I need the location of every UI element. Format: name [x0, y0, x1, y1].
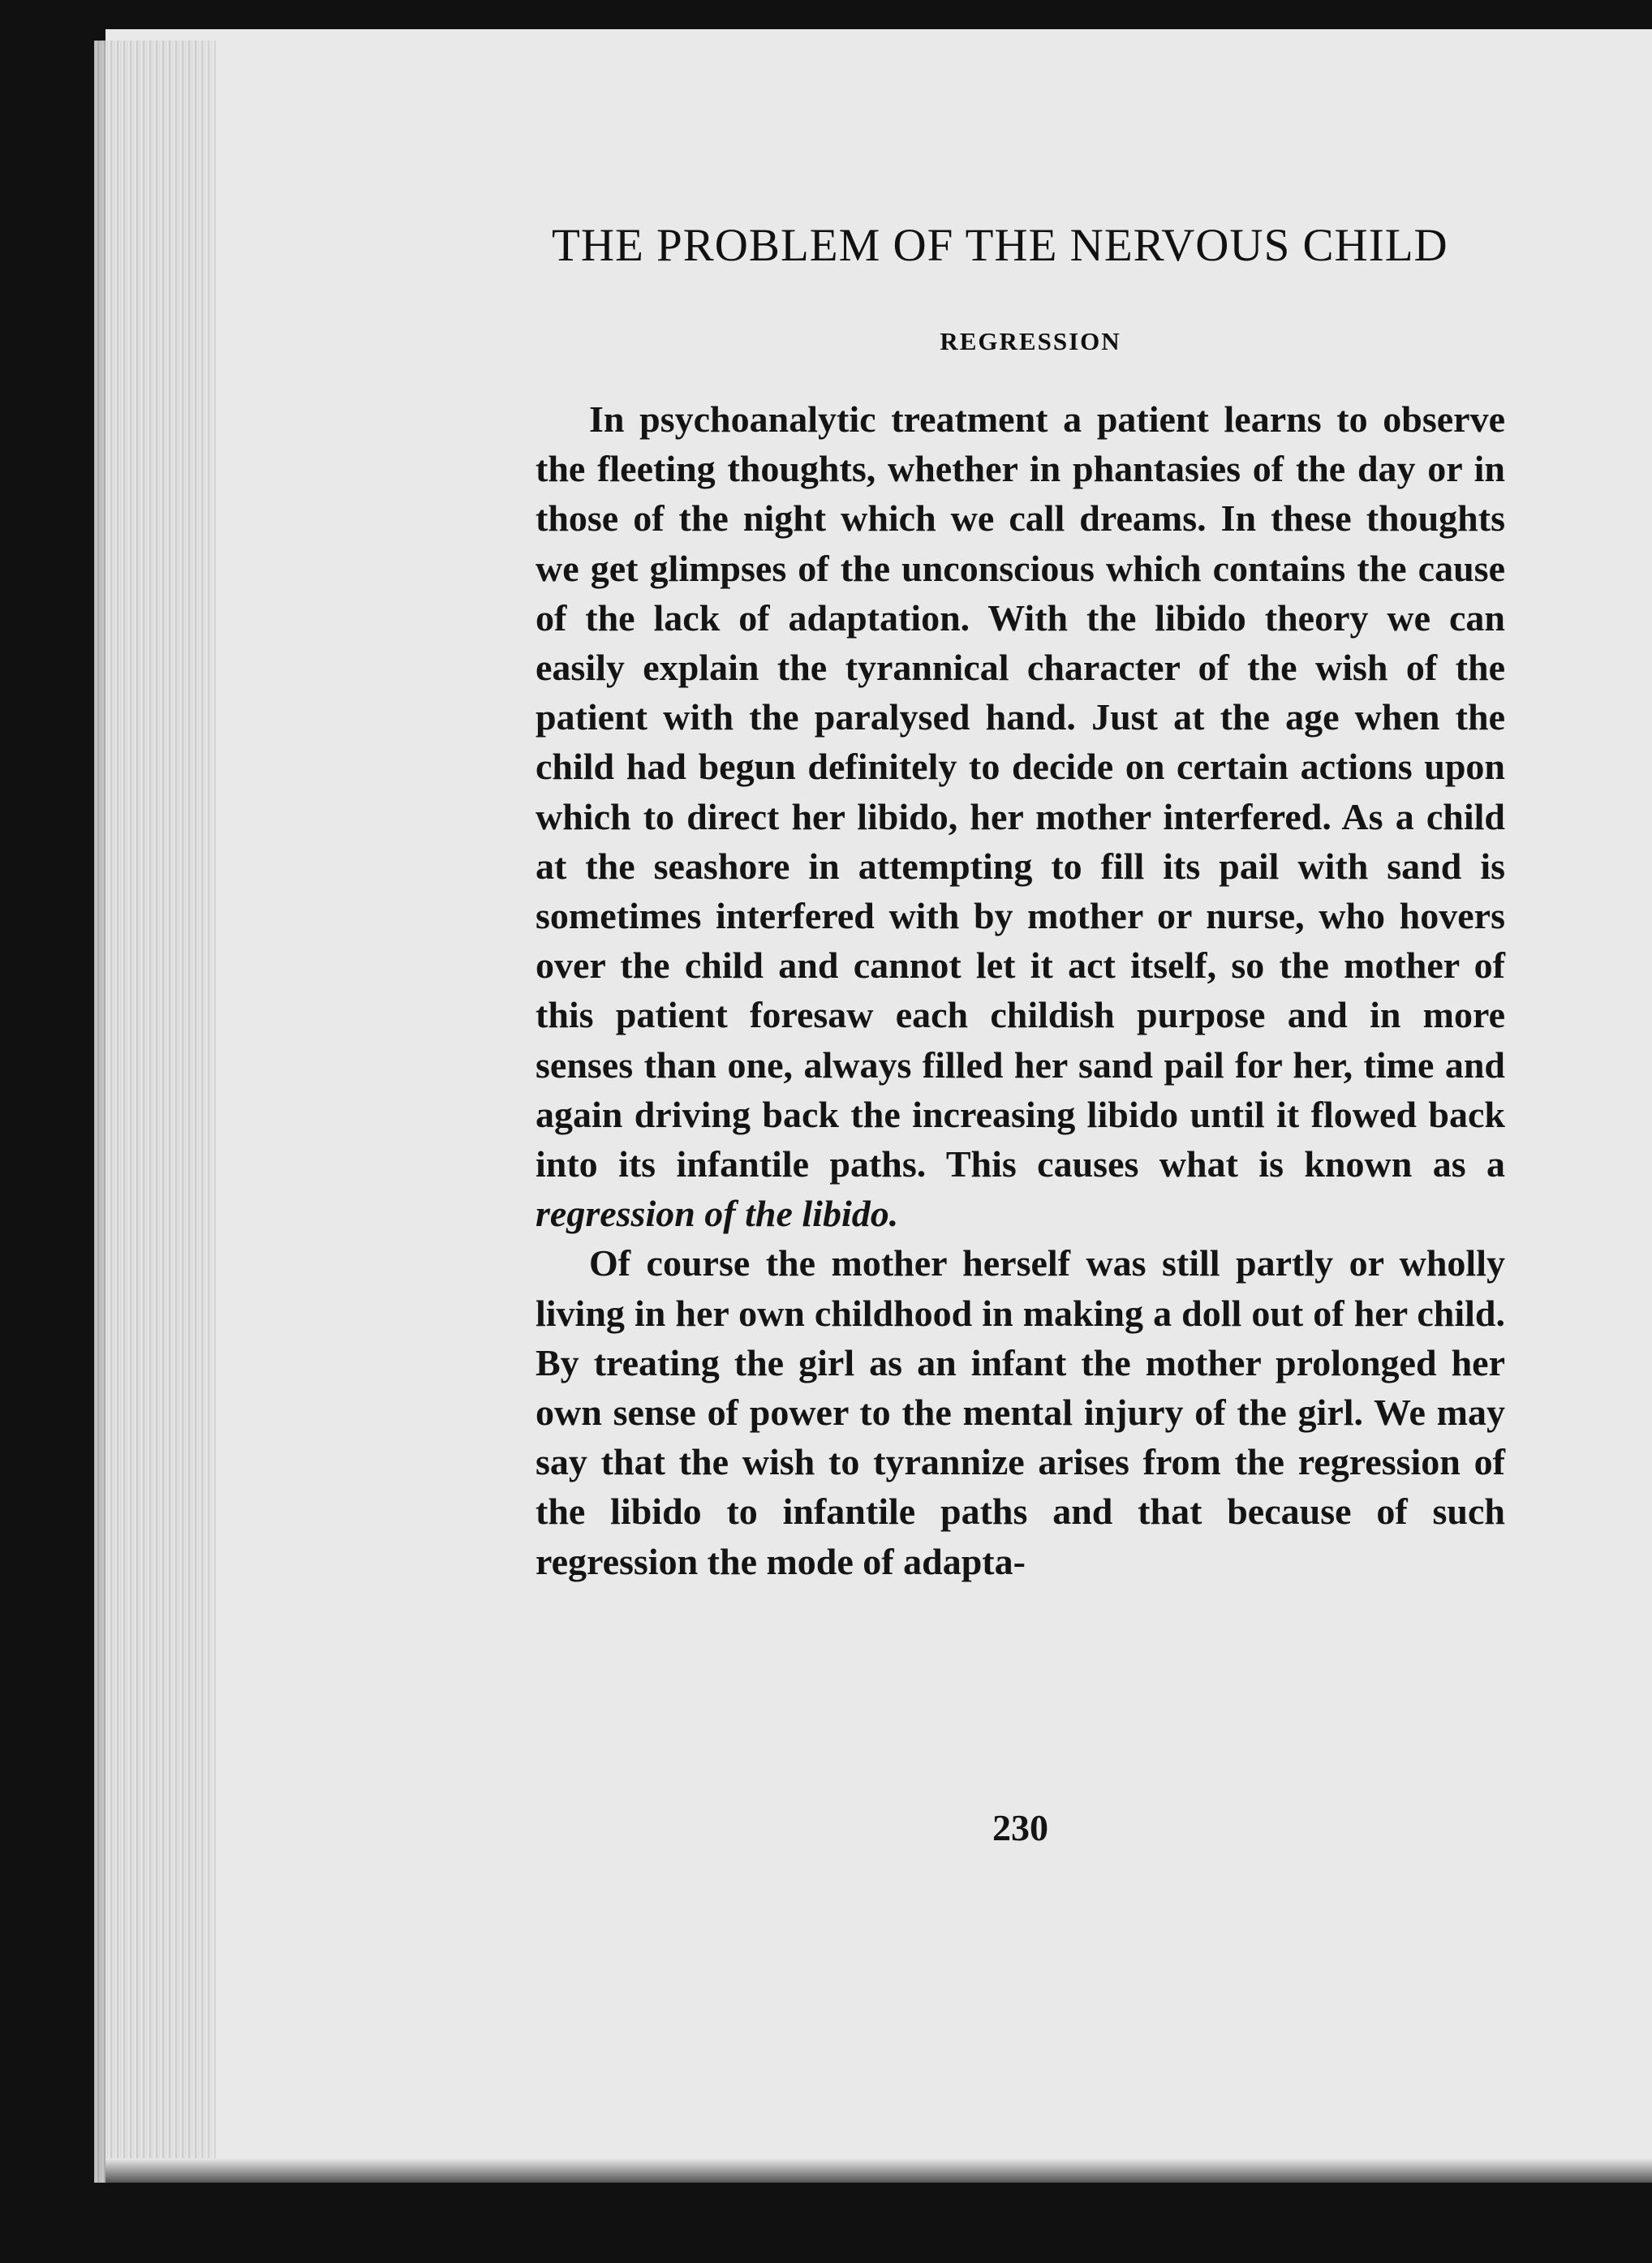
body-text [536, 394, 1505, 1586]
paragraph-2: Of course the mother herself was still partly or wholly living in her own childhood in making a doll out of her child. By treating the girl as an infant the mother prolonged her own sense of power to the mental injury of the girl. We may say that the wish to tyrannize arises from the regression of the libido to infantile paths and that because of such regression the mode of adapta- [536, 1242, 1505, 1582]
page-number: 230 [992, 1807, 1048, 1848]
paragraph-1-text: In psychoanalytic treatment a patient learns to observe the fleeting thoughts, whether in phantasies of the day or in those of the night which we call dreams. In these thoughts we get glimpses of the unconscious which contains the cause of the lack of adaptation. With the libido theory we can easily explain the tyrannical character of the wish of the patient with the paralysed hand. Just at the age when the child had begun definitely to decide on certain actions upon which to direct her libido, her mother interfered. As a child at the seashore in attempting to fill its pail with sand is sometimes interfered with by mother or nurse, who hovers over the child and cannot let it act itself, so the mother of this patient foresaw each childish purpose and in more senses than one, always filled her sand pail for her, time and again driving back the increasing libido until it flowed back into its infantile paths. This causes what is known as a [536, 398, 1505, 1185]
page-edge-fade [195, 29, 260, 2179]
page-bottom-shadow [105, 2158, 1652, 2183]
paragraph-1-italic: regression of the libido. [536, 1193, 899, 1235]
paragraph-1 [536, 394, 1505, 1238]
section-title: REGRESSION [940, 327, 1121, 355]
running-header: THE PROBLEM OF THE NERVOUS CHILD [552, 220, 1448, 271]
